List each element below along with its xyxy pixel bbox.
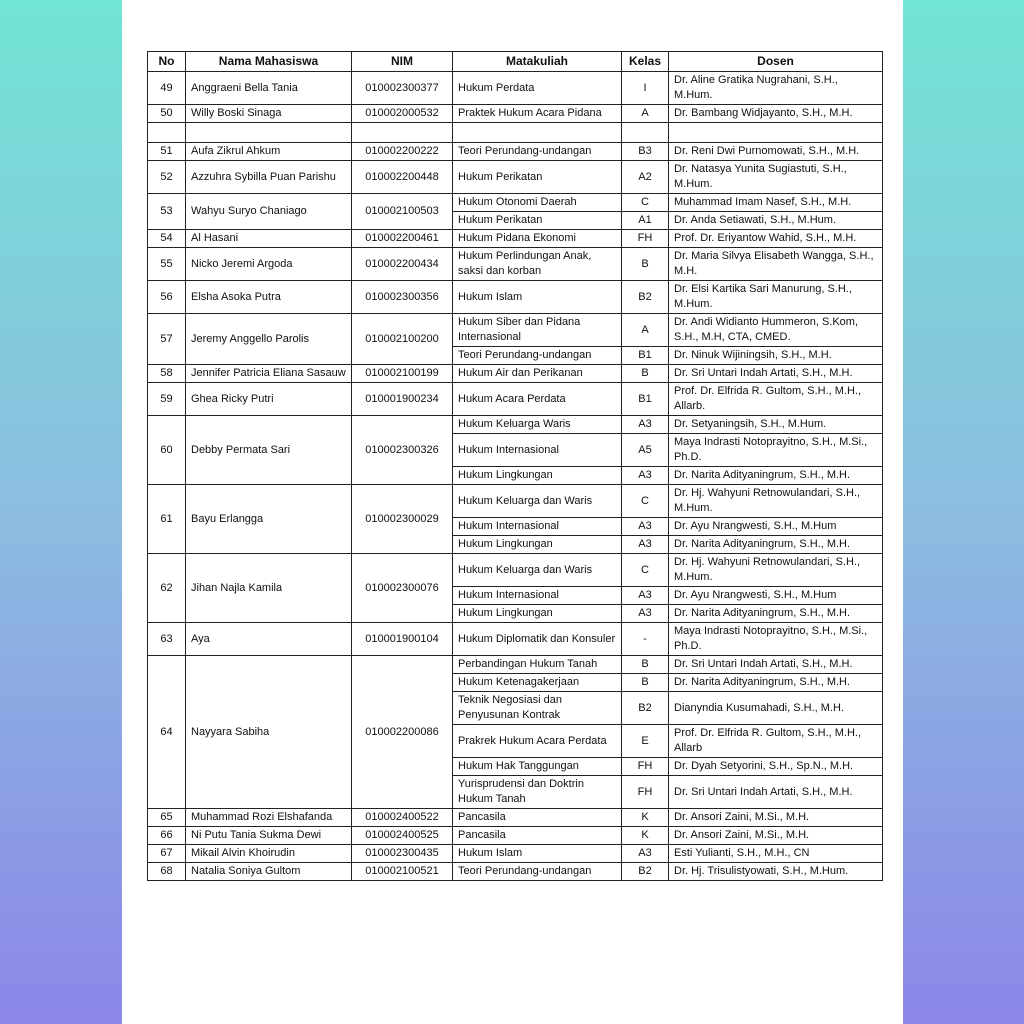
table-row [148, 416, 883, 434]
cell-no: 62 [148, 554, 186, 623]
cell-nim: 010002200448 [352, 161, 453, 194]
cell-dosen: Dr. Ayu Nrangwesti, S.H., M.Hum [669, 587, 883, 605]
table-row [148, 72, 883, 105]
cell-matakuliah: Hukum Islam [453, 281, 622, 314]
cell-nim: 010002200222 [352, 143, 453, 161]
header-dosen: Dosen [669, 52, 883, 72]
cell-nim: 010002100503 [352, 194, 453, 230]
cell-kelas: FH [622, 758, 669, 776]
cell-nim: 010002400525 [352, 827, 453, 845]
table-row [148, 194, 883, 212]
cell-no: 64 [148, 656, 186, 809]
cell-dosen: Dr. Hj. Trisulistyowati, S.H., M.Hum. [669, 863, 883, 881]
table-row [148, 554, 883, 587]
table-row [148, 827, 883, 845]
cell-kelas: A3 [622, 587, 669, 605]
cell-nama: Jeremy Anggello Parolis [186, 314, 352, 365]
table-row [148, 365, 883, 383]
empty-cell [453, 123, 622, 143]
cell-matakuliah: Hukum Perlindungan Anak, saksi dan korban [453, 248, 622, 281]
cell-kelas: B [622, 248, 669, 281]
cell-kelas: A1 [622, 212, 669, 230]
cell-kelas: C [622, 485, 669, 518]
cell-kelas: FH [622, 776, 669, 809]
cell-kelas: E [622, 725, 669, 758]
cell-dosen: Dr. Elsi Kartika Sari Manurung, S.H., M.Hum. [669, 281, 883, 314]
empty-cell [669, 123, 883, 143]
cell-nama: Natalia Soniya Gultom [186, 863, 352, 881]
header-matakuliah: Matakuliah [453, 52, 622, 72]
cell-matakuliah: Hukum Lingkungan [453, 605, 622, 623]
cell-no: 57 [148, 314, 186, 365]
cell-dosen: Dr. Setyaningsih, S.H., M.Hum. [669, 416, 883, 434]
cell-nama: Anggraeni Bella Tania [186, 72, 352, 105]
cell-nim: 010002000532 [352, 105, 453, 123]
cell-nama: Wahyu Suryo Chaniago [186, 194, 352, 230]
cell-no: 54 [148, 230, 186, 248]
cell-matakuliah: Hukum Diplomatik dan Konsuler [453, 623, 622, 656]
cell-matakuliah: Hukum Acara Perdata [453, 383, 622, 416]
cell-dosen: Dr. Aline Gratika Nugrahani, S.H., M.Hum. [669, 72, 883, 105]
cell-dosen: Dr. Bambang Widjayanto, S.H., M.H. [669, 105, 883, 123]
cell-no: 67 [148, 845, 186, 863]
cell-dosen: Dr. Sri Untari Indah Artati, S.H., M.H. [669, 365, 883, 383]
cell-nim: 010002100199 [352, 365, 453, 383]
cell-kelas: C [622, 554, 669, 587]
cell-nama: Bayu Erlangga [186, 485, 352, 554]
cell-nim: 010002300356 [352, 281, 453, 314]
cell-nama: Nicko Jeremi Argoda [186, 248, 352, 281]
cell-nim: 010002200434 [352, 248, 453, 281]
cell-kelas: B [622, 656, 669, 674]
empty-cell [352, 123, 453, 143]
cell-kelas: K [622, 827, 669, 845]
cell-dosen: Dr. Narita Adityaningrum, S.H., M.H. [669, 536, 883, 554]
cell-kelas: B [622, 674, 669, 692]
cell-kelas: B2 [622, 692, 669, 725]
table-row [148, 230, 883, 248]
cell-dosen: Prof. Dr. Elfrida R. Gultom, S.H., M.H., Allarb [669, 725, 883, 758]
cell-nim: 010002400522 [352, 809, 453, 827]
table-row [148, 161, 883, 194]
student-table [147, 51, 883, 881]
cell-nama: Elsha Asoka Putra [186, 281, 352, 314]
cell-no: 65 [148, 809, 186, 827]
cell-dosen: Esti Yulianti, S.H., M.H., CN [669, 845, 883, 863]
cell-no: 55 [148, 248, 186, 281]
cell-dosen: Dr. Sri Untari Indah Artati, S.H., M.H. [669, 776, 883, 809]
cell-nim: 010002300029 [352, 485, 453, 554]
header-nim: NIM [352, 52, 453, 72]
cell-no: 68 [148, 863, 186, 881]
cell-no: 63 [148, 623, 186, 656]
spacer-row [148, 123, 883, 143]
cell-nama: Aufa Zikrul Ahkum [186, 143, 352, 161]
cell-dosen: Maya Indrasti Notoprayitno, S.H., M.Si., Ph.D. [669, 623, 883, 656]
header-no: No [148, 52, 186, 72]
cell-kelas: I [622, 72, 669, 105]
cell-matakuliah: Teori Perundang-undangan [453, 347, 622, 365]
cell-dosen: Dr. Ayu Nrangwesti, S.H., M.Hum [669, 518, 883, 536]
cell-nama: Aya [186, 623, 352, 656]
cell-matakuliah: Hukum Otonomi Daerah [453, 194, 622, 212]
cell-no: 61 [148, 485, 186, 554]
empty-cell [186, 123, 352, 143]
cell-no: 52 [148, 161, 186, 194]
cell-no: 66 [148, 827, 186, 845]
cell-dosen: Dr. Dyah Setyorini, S.H., Sp.N., M.H. [669, 758, 883, 776]
cell-dosen: Dr. Ninuk Wijiningsih, S.H., M.H. [669, 347, 883, 365]
cell-kelas: A3 [622, 605, 669, 623]
cell-matakuliah: Hukum Keluarga dan Waris [453, 554, 622, 587]
cell-nama: Mikail Alvin Khoirudin [186, 845, 352, 863]
header-nama-mahasiswa: Nama Mahasiswa [186, 52, 352, 72]
cell-matakuliah: Yurisprudensi dan Doktrin Hukum Tanah [453, 776, 622, 809]
cell-matakuliah: Hukum Keluarga Waris [453, 416, 622, 434]
cell-kelas: A [622, 105, 669, 123]
cell-nama: Debby Permata Sari [186, 416, 352, 485]
cell-dosen: Dr. Narita Adityaningrum, S.H., M.H. [669, 467, 883, 485]
table-row [148, 105, 883, 123]
cell-nim: 010002300435 [352, 845, 453, 863]
cell-matakuliah: Pancasila [453, 809, 622, 827]
cell-nim: 010002300326 [352, 416, 453, 485]
cell-matakuliah: Hukum Internasional [453, 434, 622, 467]
cell-dosen: Dr. Ansori Zaini, M.Si., M.H. [669, 809, 883, 827]
cell-dosen: Dr. Sri Untari Indah Artati, S.H., M.H. [669, 656, 883, 674]
cell-matakuliah: Hukum Lingkungan [453, 536, 622, 554]
table-row [148, 383, 883, 416]
table-body [148, 72, 883, 881]
cell-no: 50 [148, 105, 186, 123]
cell-nim: 010002100200 [352, 314, 453, 365]
cell-kelas: A3 [622, 416, 669, 434]
cell-nama: Al Hasani [186, 230, 352, 248]
header-kelas: Kelas [622, 52, 669, 72]
cell-matakuliah: Hukum Perdata [453, 72, 622, 105]
cell-kelas: A3 [622, 467, 669, 485]
cell-nama: Ni Putu Tania Sukma Dewi [186, 827, 352, 845]
cell-matakuliah: Hukum Internasional [453, 518, 622, 536]
cell-no: 58 [148, 365, 186, 383]
cell-dosen: Dr. Hj. Wahyuni Retnowulandari, S.H., M.Hum. [669, 554, 883, 587]
table-row [148, 809, 883, 827]
cell-dosen: Dr. Hj. Wahyuni Retnowulandari, S.H., M.Hum. [669, 485, 883, 518]
cell-no: 53 [148, 194, 186, 230]
table-row [148, 863, 883, 881]
empty-cell [622, 123, 669, 143]
cell-dosen: Muhammad Imam Nasef, S.H., M.H. [669, 194, 883, 212]
cell-kelas: B2 [622, 863, 669, 881]
cell-dosen: Dr. Reni Dwi Purnomowati, S.H., M.H. [669, 143, 883, 161]
cell-matakuliah: Hukum Keluarga dan Waris [453, 485, 622, 518]
cell-nim: 010002300076 [352, 554, 453, 623]
cell-kelas: B1 [622, 347, 669, 365]
cell-no: 59 [148, 383, 186, 416]
cell-nama: Azzuhra Sybilla Puan Parishu [186, 161, 352, 194]
table-row [148, 314, 883, 347]
cell-matakuliah: Hukum Lingkungan [453, 467, 622, 485]
cell-nama: Ghea Ricky Putri [186, 383, 352, 416]
table-row [148, 485, 883, 518]
cell-nim: 010002200461 [352, 230, 453, 248]
table-row [148, 845, 883, 863]
cell-nim: 010001900234 [352, 383, 453, 416]
cell-matakuliah: Teknik Negosiasi dan Penyusunan Kontrak [453, 692, 622, 725]
cell-kelas: FH [622, 230, 669, 248]
cell-matakuliah: Teori Perundang-undangan [453, 863, 622, 881]
header-row [148, 52, 883, 72]
cell-no: 60 [148, 416, 186, 485]
cell-matakuliah: Hukum Islam [453, 845, 622, 863]
cell-nama: Nayyara Sabiha [186, 656, 352, 809]
cell-no: 51 [148, 143, 186, 161]
cell-matakuliah: Teori Perundang-undangan [453, 143, 622, 161]
cell-matakuliah: Hukum Air dan Perikanan [453, 365, 622, 383]
cell-dosen: Dr. Anda Setiawati, S.H., M.Hum. [669, 212, 883, 230]
cell-kelas: A3 [622, 518, 669, 536]
cell-matakuliah: Hukum Internasional [453, 587, 622, 605]
cell-kelas: A3 [622, 845, 669, 863]
cell-nama: Jennifer Patricia Eliana Sasauw [186, 365, 352, 383]
cell-dosen: Dr. Natasya Yunita Sugiastuti, S.H., M.Hum. [669, 161, 883, 194]
cell-kelas: K [622, 809, 669, 827]
table-row [148, 143, 883, 161]
cell-matakuliah: Pancasila [453, 827, 622, 845]
cell-nama: Willy Boski Sinaga [186, 105, 352, 123]
cell-matakuliah: Hukum Perikatan [453, 212, 622, 230]
cell-kelas: - [622, 623, 669, 656]
cell-dosen: Prof. Dr. Elfrida R. Gultom, S.H., M.H., Allarb. [669, 383, 883, 416]
cell-no: 56 [148, 281, 186, 314]
cell-matakuliah: Hukum Ketenagakerjaan [453, 674, 622, 692]
cell-matakuliah: Hukum Pidana Ekonomi [453, 230, 622, 248]
cell-dosen: Dr. Narita Adityaningrum, S.H., M.H. [669, 674, 883, 692]
cell-kelas: B [622, 365, 669, 383]
cell-nim: 010002300377 [352, 72, 453, 105]
cell-nama: Jihan Najla Kamila [186, 554, 352, 623]
cell-kelas: B1 [622, 383, 669, 416]
cell-dosen: Dr. Narita Adityaningrum, S.H., M.H. [669, 605, 883, 623]
cell-dosen: Dr. Maria Silvya Elisabeth Wangga, S.H., M.H. [669, 248, 883, 281]
cell-dosen: Prof. Dr. Eriyantow Wahid, S.H., M.H. [669, 230, 883, 248]
table-row [148, 248, 883, 281]
cell-kelas: C [622, 194, 669, 212]
cell-no: 49 [148, 72, 186, 105]
cell-dosen: Dr. Andi Widianto Hummeron, S.Kom, S.H., M.H, CTA, CMED. [669, 314, 883, 347]
cell-dosen: Dr. Ansori Zaini, M.Si., M.H. [669, 827, 883, 845]
cell-nama: Muhammad Rozi Elshafanda [186, 809, 352, 827]
cell-kelas: B2 [622, 281, 669, 314]
cell-matakuliah: Praktek Hukum Acara Pidana [453, 105, 622, 123]
cell-matakuliah: Prakrek Hukum Acara Perdata [453, 725, 622, 758]
cell-matakuliah: Hukum Perikatan [453, 161, 622, 194]
cell-matakuliah: Hukum Siber dan Pidana Internasional [453, 314, 622, 347]
cell-kelas: A2 [622, 161, 669, 194]
cell-kelas: A5 [622, 434, 669, 467]
cell-nim: 010002200086 [352, 656, 453, 809]
cell-matakuliah: Perbandingan Hukum Tanah [453, 656, 622, 674]
cell-kelas: A [622, 314, 669, 347]
document-page [122, 0, 903, 1024]
cell-matakuliah: Hukum Hak Tanggungan [453, 758, 622, 776]
cell-nim: 010001900104 [352, 623, 453, 656]
table-row [148, 623, 883, 656]
cell-nim: 010002100521 [352, 863, 453, 881]
cell-kelas: B3 [622, 143, 669, 161]
cell-kelas: A3 [622, 536, 669, 554]
table-row [148, 281, 883, 314]
table-row [148, 656, 883, 674]
empty-cell [148, 123, 186, 143]
cell-dosen: Maya Indrasti Notoprayitno, S.H., M.Si., Ph.D. [669, 434, 883, 467]
cell-dosen: Dianyndia Kusumahadi, S.H., M.H. [669, 692, 883, 725]
